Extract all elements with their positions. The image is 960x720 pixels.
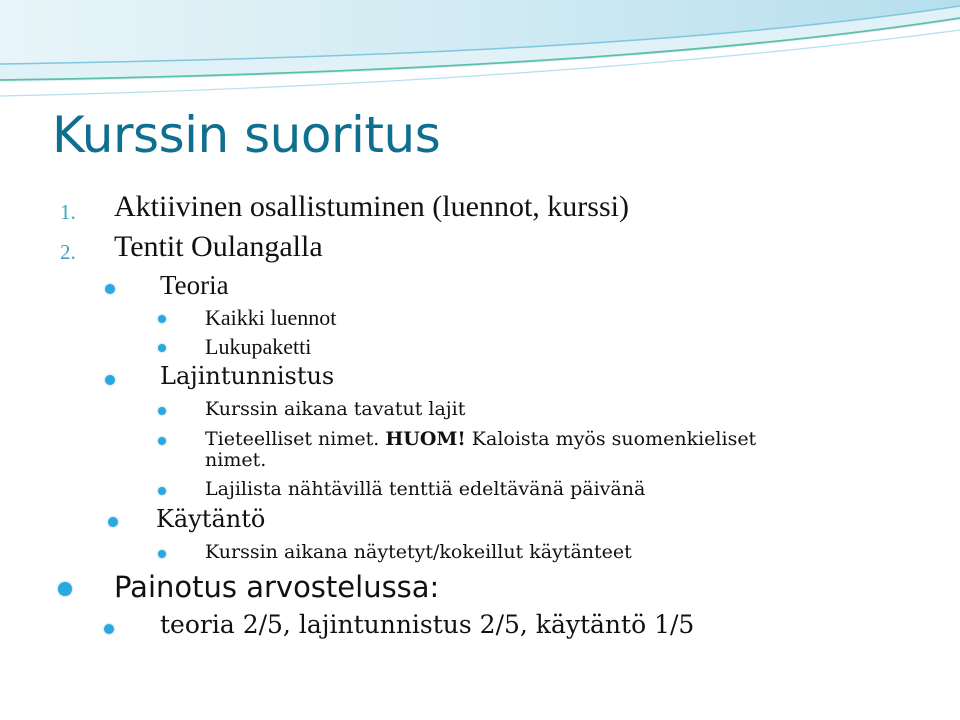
tieteelliset-prefix: Tieteelliset nimet. xyxy=(205,428,386,450)
lajintunnistus-item-kurssin-aikana: Kurssin aikana tavatut lajit xyxy=(205,398,466,420)
bullet-icon xyxy=(158,437,166,445)
lajintunnistus-item-lajilista: Lajilista nähtävillä tenttiä edeltävänä päivänä xyxy=(205,478,646,500)
slide-title: Kurssin suoritus xyxy=(52,106,441,164)
bullet-icon xyxy=(158,315,166,323)
bullet-icon xyxy=(105,375,115,385)
heading-painotus: Painotus arvostelussa: xyxy=(114,570,440,604)
tieteelliset-suffix: Kaloista myös suomenkieliset xyxy=(465,428,757,450)
kaytanto-item-kurssin-aikana: Kurssin aikana näytetyt/kokeillut käytänteet xyxy=(205,541,632,563)
teoria-item-kaikki-luennot: Kaikki luennot xyxy=(205,305,337,330)
list-number-1: 1. xyxy=(60,200,76,224)
bullet-icon xyxy=(104,624,114,634)
bullet-icon xyxy=(105,284,115,294)
bullet-icon xyxy=(158,487,166,495)
bullet-icon xyxy=(158,550,166,558)
bullet-icon xyxy=(158,407,166,415)
numbered-item-aktiivinen: Aktiivinen osallistuminen (luennot, kurssi) xyxy=(114,190,629,223)
bullet-icon xyxy=(108,517,118,527)
bullet-icon xyxy=(58,582,72,596)
numbered-item-tentit: Tentit Oulangalla xyxy=(114,230,323,263)
tieteelliset-wrap: nimet. xyxy=(205,449,267,471)
decorative-header-waves xyxy=(0,0,960,110)
list-number-2: 2. xyxy=(60,240,76,264)
lajintunnistus-item-tieteelliset-nimet xyxy=(205,428,756,450)
heading-lajintunnistus: Lajintunnistus xyxy=(160,362,335,390)
heading-kaytanto: Käytäntö xyxy=(156,505,266,533)
heading-teoria: Teoria xyxy=(160,270,229,300)
painotus-item-weights: teoria 2/5, lajintunnistus 2/5, käytäntö 1/5 xyxy=(160,610,695,639)
huom-emphasis: HUOM! xyxy=(385,428,466,450)
bullet-icon xyxy=(158,344,166,352)
teoria-item-lukupaketti: Lukupaketti xyxy=(205,334,312,359)
